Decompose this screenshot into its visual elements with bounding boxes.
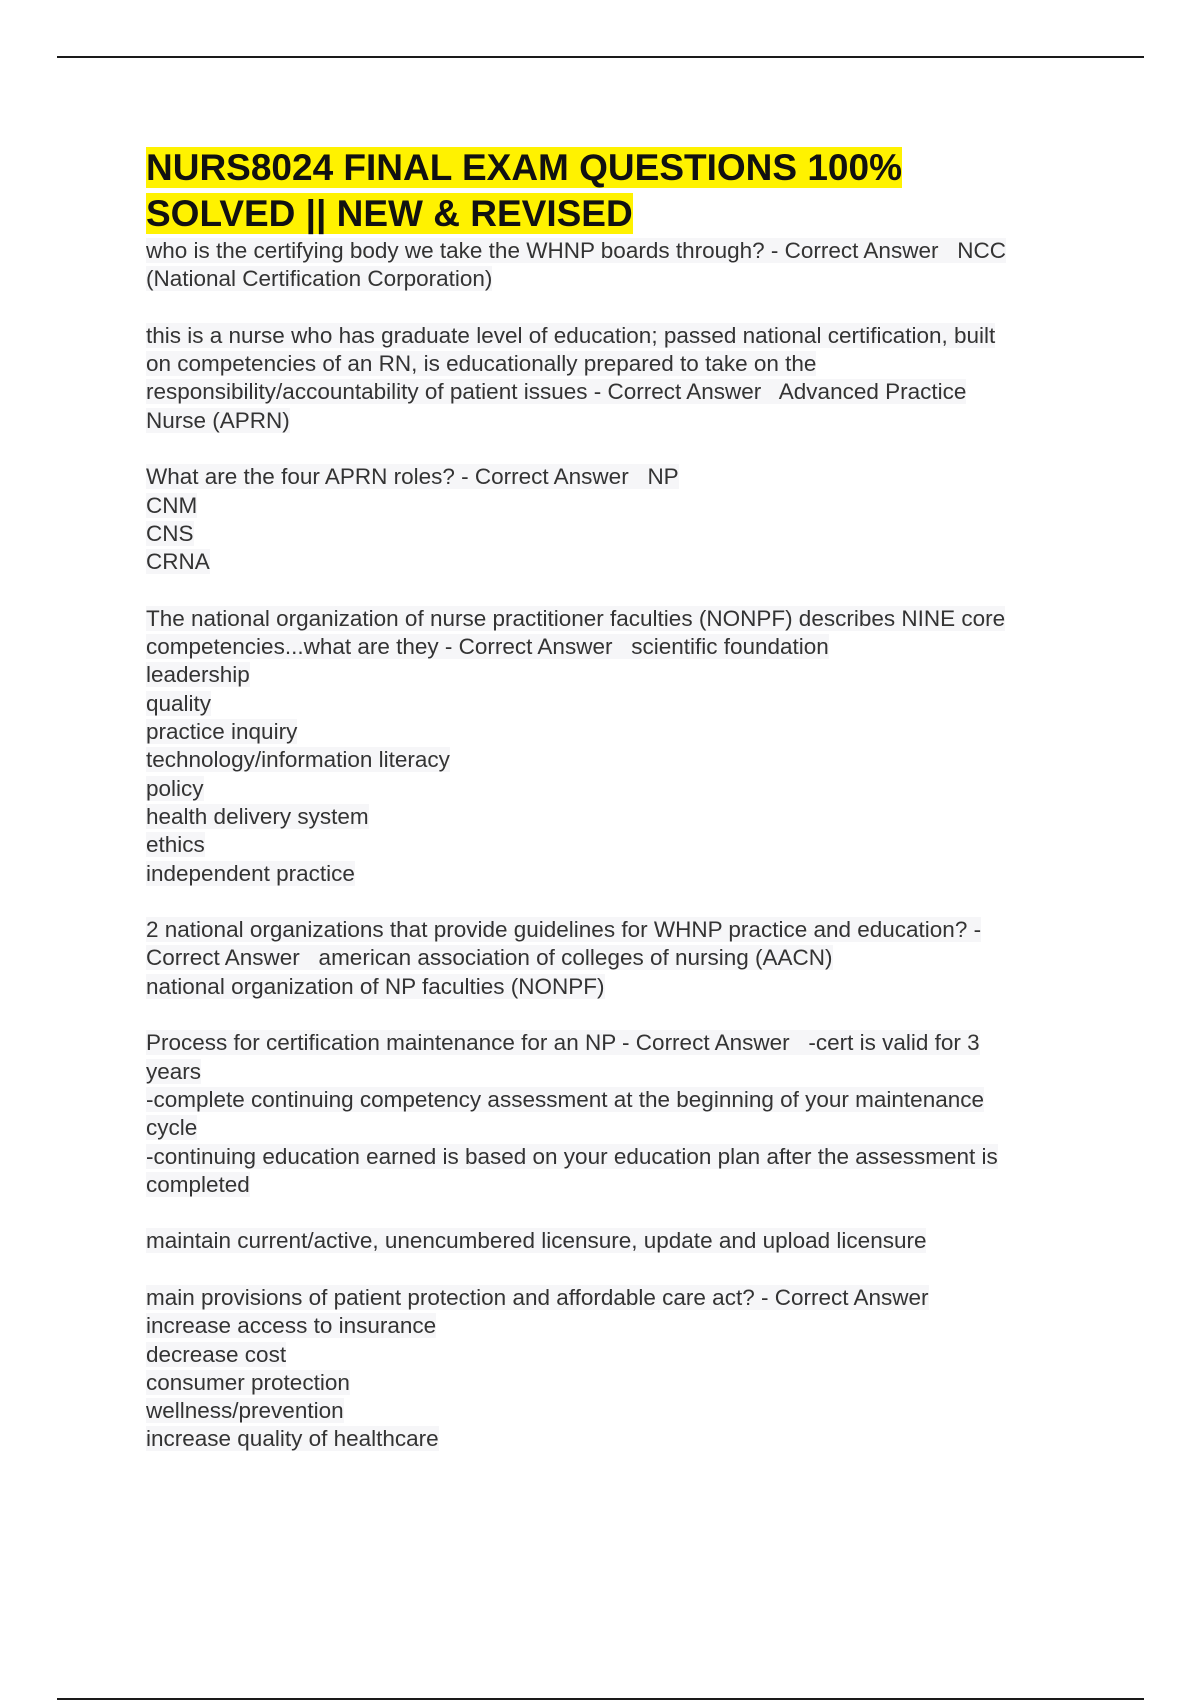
text-line-content: quality	[146, 690, 212, 716]
text-line-content: Process for certification maintenance for an NP - Correct Answer -cert is valid for 3	[146, 1030, 980, 1056]
text-line	[146, 860, 1081, 888]
text-line	[146, 1086, 1081, 1114]
text-line-content: Correct Answer american association of colleges of nursing (AACN)	[146, 945, 833, 971]
text-line	[146, 690, 1081, 718]
question-list	[146, 237, 1081, 1454]
question-answer-block	[146, 1284, 1081, 1454]
text-line	[146, 605, 1081, 633]
text-line-content: health delivery system	[146, 803, 369, 829]
text-line-content: practice inquiry	[146, 719, 298, 745]
text-line	[146, 661, 1081, 689]
text-line	[146, 1312, 1081, 1340]
text-line	[146, 265, 1081, 293]
text-line-content: policy	[146, 775, 204, 801]
text-line	[146, 463, 1081, 491]
text-line	[146, 492, 1081, 520]
text-line-content: main provisions of patient protection and affordable care act? - Correct Answer	[146, 1284, 929, 1310]
text-line	[146, 378, 1081, 406]
title-line: SOLVED || NEW & REVISED	[146, 193, 633, 234]
text-line-content: responsibility/accountability of patient issues - Correct Answer Advanced Practice	[146, 379, 967, 405]
text-line-content: years	[146, 1058, 202, 1084]
text-line	[146, 746, 1081, 774]
text-line	[146, 1143, 1081, 1171]
text-line	[146, 775, 1081, 803]
text-line	[146, 718, 1081, 746]
text-line	[146, 1284, 1081, 1312]
text-line	[146, 803, 1081, 831]
text-line	[146, 322, 1081, 350]
text-line-content: The national organization of nurse practitioner faculties (NONPF) describes NINE core	[146, 605, 1006, 631]
text-line-content: maintain current/active, unencumbered licensure, update and upload licensure	[146, 1228, 927, 1254]
text-line-content: -complete continuing competency assessment at the beginning of your maintenance	[146, 1086, 984, 1112]
text-line-content: on competencies of an RN, is educationally prepared to take on the	[146, 351, 817, 377]
text-line	[146, 350, 1081, 378]
text-line	[146, 973, 1081, 1001]
text-line	[146, 237, 1081, 265]
text-line-content: national organization of NP faculties (NONPF)	[146, 973, 605, 999]
text-line	[146, 944, 1081, 972]
text-line-content: increase quality of healthcare	[146, 1426, 439, 1452]
text-line	[146, 548, 1081, 576]
question-answer-block	[146, 463, 1081, 576]
text-line-content: (National Certification Corporation)	[146, 266, 493, 292]
text-line-content: CNS	[146, 520, 194, 546]
text-line	[146, 1058, 1081, 1086]
title-line: NURS8024 FINAL EXAM QUESTIONS 100%	[146, 147, 902, 188]
text-line-content: technology/information literacy	[146, 747, 450, 773]
text-line-content: wellness/prevention	[146, 1398, 344, 1424]
question-answer-block	[146, 1227, 1081, 1255]
text-line	[146, 633, 1081, 661]
text-line	[146, 1341, 1081, 1369]
text-line	[146, 520, 1081, 548]
text-line-content: leadership	[146, 662, 250, 688]
text-line-content: this is a nurse who has graduate level of education; passed national certification, built	[146, 322, 996, 348]
text-line-content: -continuing education earned is based on your education plan after the assessment is	[146, 1143, 998, 1169]
text-line	[146, 1425, 1081, 1453]
text-line	[146, 916, 1081, 944]
text-line-content: CRNA	[146, 549, 210, 575]
text-line-content: Nurse (APRN)	[146, 407, 290, 433]
text-line-content: competencies...what are they - Correct Answer scientific foundation	[146, 634, 829, 660]
text-line-content: CNM	[146, 492, 198, 518]
header-rule	[57, 56, 1144, 58]
text-line-content: ethics	[146, 832, 205, 858]
text-line	[146, 1171, 1081, 1199]
text-line	[146, 1369, 1081, 1397]
question-answer-block	[146, 1029, 1081, 1199]
text-line-content: consumer protection	[146, 1369, 350, 1395]
question-answer-block	[146, 237, 1081, 294]
question-answer-block	[146, 322, 1081, 435]
text-line	[146, 831, 1081, 859]
text-line-content: decrease cost	[146, 1341, 287, 1367]
text-line	[146, 1114, 1081, 1142]
text-line	[146, 1029, 1081, 1057]
text-line	[146, 1397, 1081, 1425]
text-line	[146, 1227, 1081, 1255]
question-answer-block	[146, 605, 1081, 888]
text-line-content: cycle	[146, 1115, 198, 1141]
text-line-content: completed	[146, 1171, 250, 1197]
text-line-content: What are the four APRN roles? - Correct Answer NP	[146, 464, 679, 490]
text-line-content: 2 national organizations that provide guidelines for WHNP practice and education? -	[146, 917, 982, 943]
text-line-content: who is the certifying body we take the WHNP boards through? - Correct Answer NCC	[146, 238, 1006, 263]
text-line	[146, 407, 1081, 435]
text-line-content: increase access to insurance	[146, 1313, 437, 1339]
document-title	[146, 145, 1081, 237]
question-answer-block	[146, 916, 1081, 1001]
document-body	[146, 145, 1081, 1482]
text-line-content: independent practice	[146, 860, 355, 886]
